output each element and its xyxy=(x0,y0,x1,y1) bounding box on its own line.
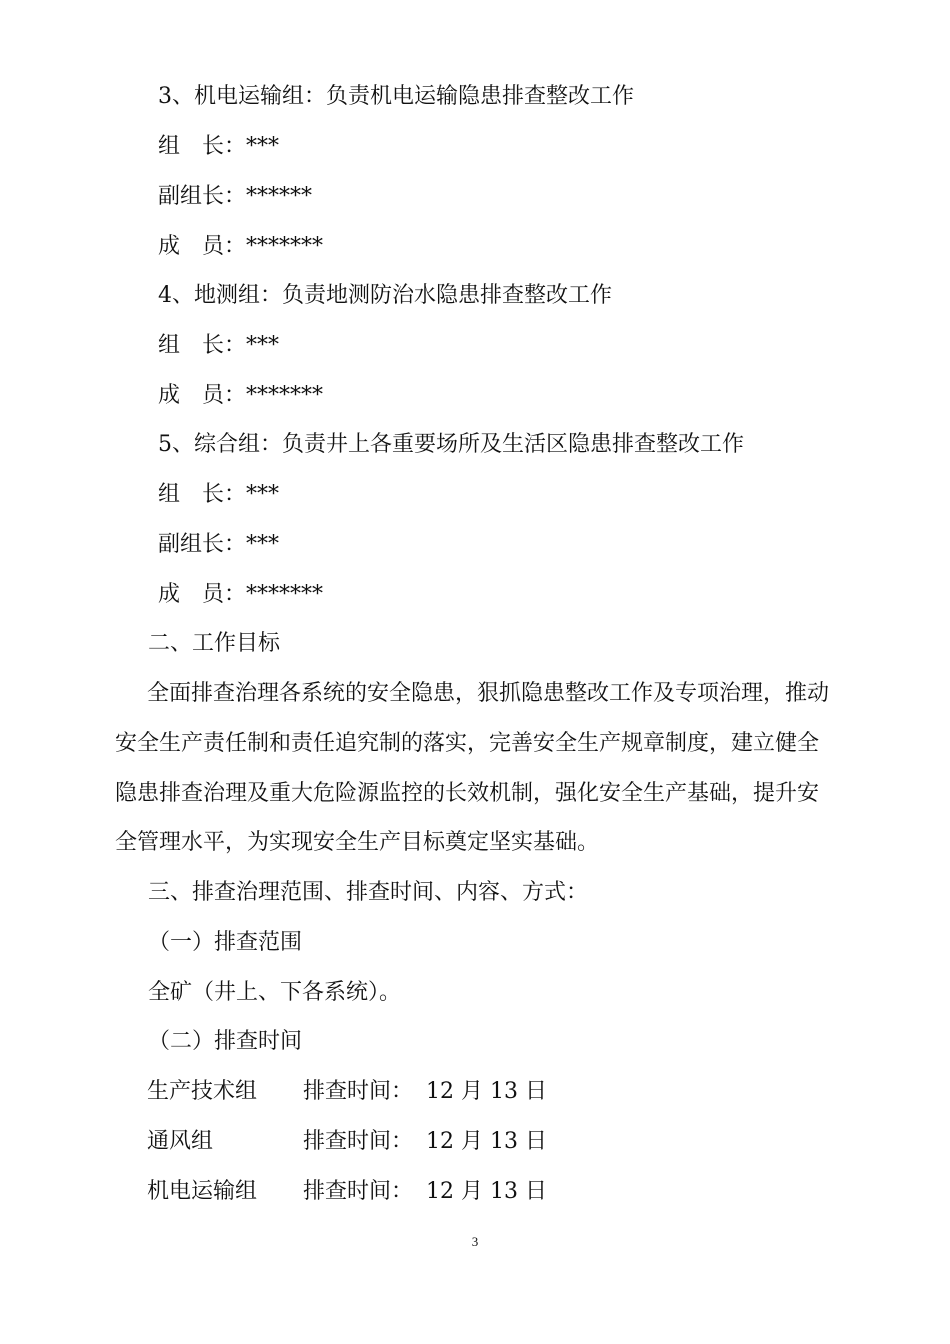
group-3-leader: 组 长：*** xyxy=(158,134,280,159)
group-5-deputy: 副组长：*** xyxy=(158,532,280,557)
group-3-title: 3、机电运输组：负责机电运输隐患排查整改工作 xyxy=(158,84,634,109)
time-heading: （二）排查时间 xyxy=(148,1029,303,1054)
section-2-paragraph-line: 隐患排查治理及重大危险源监控的长效机制，强化安全生产基础，提升安 xyxy=(115,781,820,806)
group-4-leader: 组 长：*** xyxy=(158,333,280,358)
schedule-date: 12 月 13 日 xyxy=(426,1079,547,1104)
group-3-deputy: 副组长：****** xyxy=(158,184,313,209)
schedule-label: 排查时间： xyxy=(303,1079,414,1104)
group-5-leader: 组 长：*** xyxy=(158,482,280,507)
group-4-members: 成 员：******* xyxy=(158,383,324,408)
schedule-date: 12 月 13 日 xyxy=(426,1179,547,1204)
schedule-label: 排查时间： xyxy=(303,1179,414,1204)
section-2-paragraph-line: 安全生产责任制和责任追究制的落实，完善安全生产规章制度，建立健全 xyxy=(115,731,820,756)
page-number: 3 xyxy=(471,1234,479,1249)
scope-heading: （一）排查范围 xyxy=(148,930,303,955)
schedule-date: 12 月 13 日 xyxy=(426,1129,547,1154)
section-2-heading: 二、工作目标 xyxy=(148,631,281,656)
group-5-title: 5、综合组：负责井上各重要场所及生活区隐患排查整改工作 xyxy=(158,432,744,457)
group-5-members: 成 员：******* xyxy=(158,582,324,607)
section-2-paragraph-line: 全面排查治理各系统的安全隐患，狠抓隐患整改工作及专项治理，推动 xyxy=(147,681,830,706)
group-4-title: 4、地测组：负责地测防治水隐患排查整改工作 xyxy=(158,283,612,308)
schedule-group: 生产技术组 xyxy=(147,1079,258,1104)
scope-text: 全矿（井上、下各系统）。 xyxy=(148,980,402,1005)
section-2-paragraph-line: 全管理水平，为实现安全生产目标奠定坚实基础。 xyxy=(115,830,600,855)
schedule-group: 通风组 xyxy=(147,1129,214,1154)
section-3-heading: 三、排查治理范围、排查时间、内容、方式： xyxy=(148,880,589,905)
group-3-members: 成 员：******* xyxy=(158,234,324,259)
schedule-label: 排查时间： xyxy=(303,1129,414,1154)
schedule-group: 机电运输组 xyxy=(147,1179,258,1204)
